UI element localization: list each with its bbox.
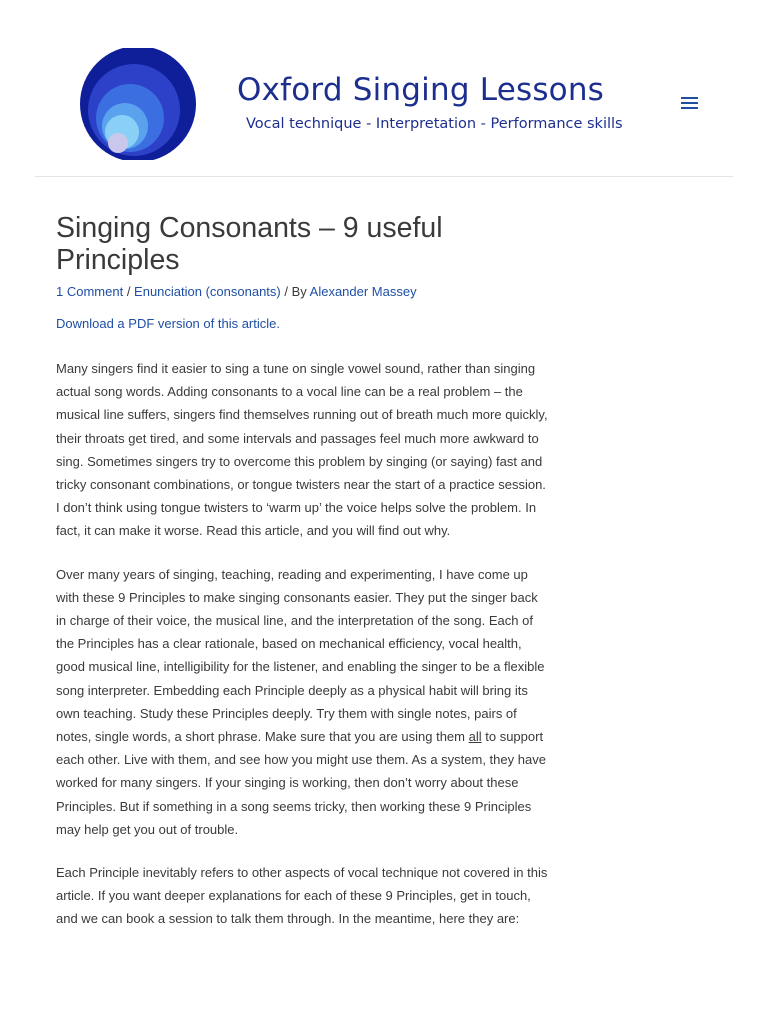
principles-overview-paragraph	[56, 563, 550, 841]
article	[56, 212, 550, 951]
intro-paragraph: Many singers find it easier to sing a tune on single vowel sound, rather than singing actual song words. Adding consonants to a vocal line can be a real problem – the musical line suffers, singers find themselves running out of breath much more quickly, their throats get tired, and some intervals and passages feel much more awkward to sing. Sometimes singers try to overcome this problem by singing (or saying) fast and tricky consonant combinations, or tongue twisters near the start of a practice session. I don’t think using tongue twisters to ‘warm up’ the voice helps solve the problem. In fact, it can make it worse. Read this article, and you will find out why.	[56, 361, 548, 539]
meta-by-label: / By	[280, 284, 310, 299]
site-title: Oxford Singing Lessons	[237, 72, 605, 108]
site-header	[35, 0, 733, 177]
site-logo-link[interactable]	[80, 48, 630, 160]
site-tagline: Vocal technique - Interpretation - Performance skills	[246, 116, 623, 132]
article-title: Singing Consonants – 9 useful Principles	[56, 212, 443, 276]
hamburger-menu-icon[interactable]	[679, 92, 701, 114]
paragraph-text: to support each other. Live with them, and see how you might use them. As a system, they have worked for many singers. If your singing is working, then don’t worry about these Principles. But if something in a song seems tricky, then working these 9 Principles may help get you out of trouble.	[56, 729, 546, 837]
closing-paragraph: Each Principle inevitably refers to other aspects of vocal technique not covered in this article. If you want deeper explanations for each of these 9 Principles, get in touch, and we can book a session to talk them through. In the meantime, here they are:	[56, 865, 548, 927]
article-meta	[56, 283, 550, 301]
meta-separator: /	[123, 284, 135, 299]
emphasis-all: all	[468, 729, 482, 745]
author-link[interactable]: Alexander Massey	[309, 284, 417, 299]
category-link[interactable]: Enunciation (consonants)	[134, 284, 281, 299]
concentric-circles-logo-icon	[80, 48, 200, 160]
paragraph-text: Over many years of singing, teaching, reading and experimenting, I have come up with these 9 Principles to make singing consonants easier. They put the singer back in charge of their voice, the musical line, and the interpretation of the song. Each of the Principles has a clear rationale, based on mechanical efficiency, vocal health, good musical line, intelligibility for the listener, and enabling the singer to be a flexible song interpreter. Embedding each Principle deeply as a physical habit will bring its own teaching. Study these Principles deeply. Try them with single notes, pairs of notes, single words, a short phrase. Make sure that you are using them	[56, 566, 545, 745]
comments-link[interactable]: 1 Comment	[56, 284, 124, 299]
pdf-download-link[interactable]: Download a PDF version of this article.	[56, 316, 280, 331]
